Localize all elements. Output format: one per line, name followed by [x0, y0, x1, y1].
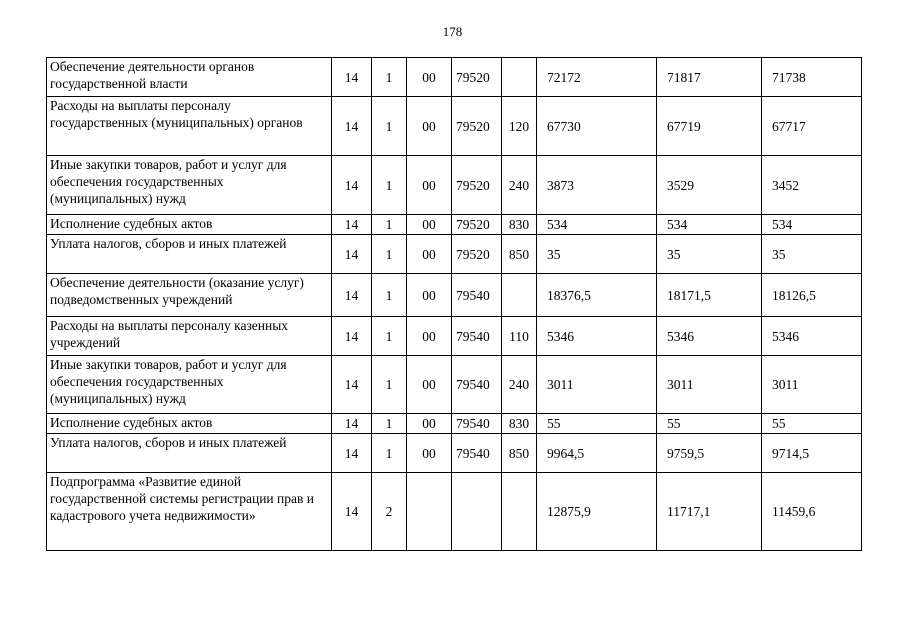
page-number: 178 — [442, 24, 463, 39]
cell-vr — [502, 58, 537, 97]
cell-year2: 55 — [657, 414, 762, 434]
cell-rz: 2 — [372, 473, 407, 551]
cell-cs: 79520 — [452, 58, 502, 97]
cell-pr: 00 — [407, 156, 452, 215]
cell-vr: 240 — [502, 356, 537, 414]
cell-year3: 71738 — [762, 58, 862, 97]
cell-gr: 14 — [332, 317, 372, 356]
table-row — [47, 317, 862, 356]
cell-year2: 11717,1 — [657, 473, 762, 551]
cell-year1: 72172 — [537, 58, 657, 97]
cell-rz: 1 — [372, 414, 407, 434]
row-name: Уплата налогов, сборов и иных платежей — [47, 235, 332, 274]
cell-cs — [452, 473, 502, 551]
cell-rz: 1 — [372, 434, 407, 473]
table-row — [47, 274, 862, 317]
cell-gr: 14 — [332, 414, 372, 434]
cell-pr: 00 — [407, 356, 452, 414]
cell-year2: 71817 — [657, 58, 762, 97]
table-row — [47, 473, 862, 551]
table-row — [47, 356, 862, 414]
cell-pr: 00 — [407, 274, 452, 317]
cell-vr: 850 — [502, 235, 537, 274]
budget-table — [46, 57, 862, 551]
table-row — [47, 58, 862, 97]
cell-pr: 00 — [407, 97, 452, 156]
cell-vr: 850 — [502, 434, 537, 473]
row-name: Исполнение судебных актов — [47, 215, 332, 235]
row-name: Иные закупки товаров, работ и услуг для обеспечения государственных (муниципальных) нужд — [47, 156, 332, 215]
cell-vr: 830 — [502, 414, 537, 434]
cell-year1: 12875,9 — [537, 473, 657, 551]
cell-year1: 55 — [537, 414, 657, 434]
row-name: Иные закупки товаров, работ и услуг для обеспечения государственных (муниципальных) нужд — [47, 356, 332, 414]
cell-year3: 5346 — [762, 317, 862, 356]
cell-gr: 14 — [332, 215, 372, 235]
cell-year1: 35 — [537, 235, 657, 274]
cell-rz: 1 — [372, 156, 407, 215]
cell-vr — [502, 274, 537, 317]
row-name: Расходы на выплаты персоналу казенных учреждений — [47, 317, 332, 356]
cell-cs: 79520 — [452, 215, 502, 235]
cell-year2: 35 — [657, 235, 762, 274]
cell-year1: 5346 — [537, 317, 657, 356]
cell-year3: 35 — [762, 235, 862, 274]
cell-pr — [407, 473, 452, 551]
cell-year3: 3452 — [762, 156, 862, 215]
cell-pr: 00 — [407, 414, 452, 434]
cell-rz: 1 — [372, 235, 407, 274]
row-name: Обеспечение деятельности органов государственной власти — [47, 58, 332, 97]
cell-year2: 67719 — [657, 97, 762, 156]
cell-year3: 3011 — [762, 356, 862, 414]
cell-year1: 9964,5 — [537, 434, 657, 473]
cell-vr — [502, 473, 537, 551]
cell-year2: 534 — [657, 215, 762, 235]
cell-vr: 240 — [502, 156, 537, 215]
cell-pr: 00 — [407, 215, 452, 235]
row-name: Обеспечение деятельности (оказание услуг) подведомственных учреждений — [47, 274, 332, 317]
cell-gr: 14 — [332, 356, 372, 414]
cell-cs: 79540 — [452, 434, 502, 473]
cell-cs: 79540 — [452, 317, 502, 356]
cell-gr: 14 — [332, 235, 372, 274]
cell-year2: 3529 — [657, 156, 762, 215]
cell-year3: 11459,6 — [762, 473, 862, 551]
table-row — [47, 97, 862, 156]
cell-year3: 9714,5 — [762, 434, 862, 473]
cell-year3: 534 — [762, 215, 862, 235]
table-row — [47, 215, 862, 235]
cell-vr: 830 — [502, 215, 537, 235]
cell-gr: 14 — [332, 434, 372, 473]
cell-cs: 79540 — [452, 414, 502, 434]
row-name: Исполнение судебных актов — [47, 414, 332, 434]
cell-rz: 1 — [372, 274, 407, 317]
cell-year1: 3011 — [537, 356, 657, 414]
cell-year1: 18376,5 — [537, 274, 657, 317]
cell-cs: 79520 — [452, 97, 502, 156]
cell-gr: 14 — [332, 97, 372, 156]
row-name: Подпрограмма «Развитие единой государственной системы регистрации прав и кадастрового учета недвижимости» — [47, 473, 332, 551]
cell-year1: 3873 — [537, 156, 657, 215]
row-name: Расходы на выплаты персоналу государственных (муниципальных) органов — [47, 97, 332, 156]
cell-vr: 120 — [502, 97, 537, 156]
cell-rz: 1 — [372, 97, 407, 156]
cell-pr: 00 — [407, 317, 452, 356]
table-row — [47, 156, 862, 215]
table-row — [47, 434, 862, 473]
cell-year2: 18171,5 — [657, 274, 762, 317]
cell-cs: 79540 — [452, 356, 502, 414]
cell-rz: 1 — [372, 58, 407, 97]
cell-pr: 00 — [407, 235, 452, 274]
cell-gr: 14 — [332, 156, 372, 215]
cell-cs: 79540 — [452, 274, 502, 317]
cell-rz: 1 — [372, 356, 407, 414]
cell-pr: 00 — [407, 58, 452, 97]
table-row — [47, 235, 862, 274]
row-name: Уплата налогов, сборов и иных платежей — [47, 434, 332, 473]
cell-year2: 9759,5 — [657, 434, 762, 473]
cell-year1: 67730 — [537, 97, 657, 156]
cell-cs: 79520 — [452, 156, 502, 215]
cell-rz: 1 — [372, 215, 407, 235]
cell-gr: 14 — [332, 473, 372, 551]
cell-pr: 00 — [407, 434, 452, 473]
table-row — [47, 414, 862, 434]
cell-cs: 79520 — [452, 235, 502, 274]
cell-year3: 55 — [762, 414, 862, 434]
cell-gr: 14 — [332, 58, 372, 97]
cell-vr: 110 — [502, 317, 537, 356]
cell-year3: 18126,5 — [762, 274, 862, 317]
cell-gr: 14 — [332, 274, 372, 317]
cell-year1: 534 — [537, 215, 657, 235]
cell-rz: 1 — [372, 317, 407, 356]
cell-year2: 3011 — [657, 356, 762, 414]
cell-year3: 67717 — [762, 97, 862, 156]
cell-year2: 5346 — [657, 317, 762, 356]
